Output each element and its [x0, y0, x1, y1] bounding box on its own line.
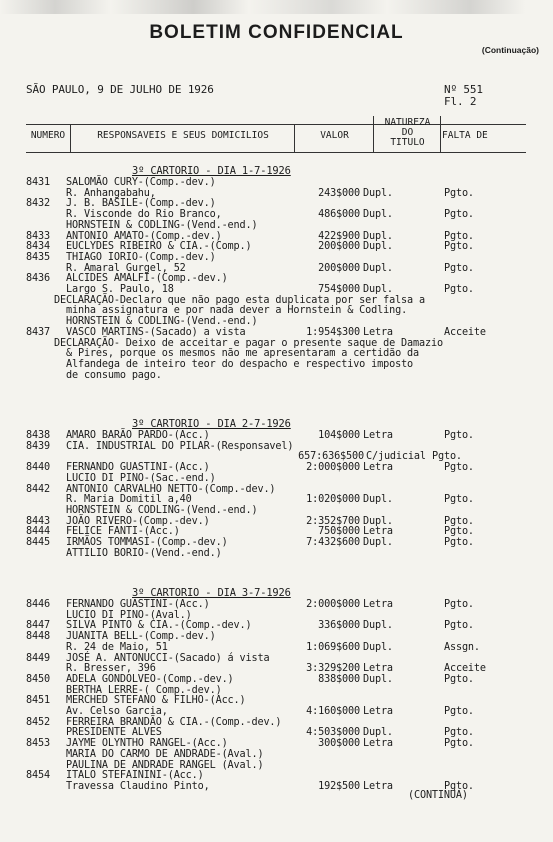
entry-title-type: Dupl. [363, 727, 393, 739]
entry-status: Pgto. [444, 727, 474, 739]
entry-description: PRESIDENTE ALVES [66, 727, 162, 739]
entry-status: Pgto. [444, 780, 474, 792]
entry-description: JUANITA BELL-(Comp.-dev.) [66, 631, 216, 643]
entry-description: R. 24 de Maio, 51 [66, 641, 168, 653]
entry-description: JOÃO RIVERO-(Comp.-dev.) [66, 515, 210, 527]
entry-description: HORNSTEIN & CODLING-(Vend.-end.) [66, 219, 258, 231]
column-header-falta: FALTA DE [442, 130, 488, 141]
entry-status: Pgto. [444, 230, 474, 242]
entry-status: Acceite [444, 326, 486, 338]
entry-value: 2:352$700 [306, 515, 360, 527]
entry-description: ANTONIO CARVALHO NETTO-(Comp.-dev.) [66, 483, 276, 495]
entry-description: ALCIDES AMALFI-(Comp.-dev.) [66, 273, 228, 285]
entry-description: Travessa Claudino Pinto, [66, 780, 210, 792]
entry-value: 300$000 [318, 738, 360, 750]
entry-value: 200$000 [318, 241, 360, 253]
entry-description: EUCLYDES RIBEIRO & CIA.-(Comp.) [66, 241, 252, 253]
entry-status: Pgto. [444, 462, 474, 474]
entry-value: 7:432$600 [306, 537, 360, 548]
entry-status: Pgto. [444, 187, 474, 199]
entry-number: 8446 [26, 599, 50, 610]
entry-number: 8449 [26, 652, 50, 664]
entry-status: Pgto. [444, 494, 474, 506]
column-header-natureza-line: TITULO [390, 137, 425, 148]
section-heading: 3º CARTORIO - DIA 3-7-1926 [132, 587, 291, 599]
entry-description: & Pires, porque os mesmos não me apresentaram a certidão da [66, 348, 420, 360]
entry-value: 336$000 [318, 620, 360, 632]
entry-description: PAULINA DE ANDRADE RANGEL (Aval.) [66, 759, 264, 771]
entry-description: JOSÉ A. ANTONUCCI-(Sacado) á vista [66, 652, 270, 664]
entry-title-type: Letra [363, 462, 393, 474]
entry-value: 754$000 [318, 284, 360, 295]
entry-status: Pgto. [444, 537, 474, 548]
entry-description: IRMÃOS TOMMASI-(Comp.-dev.) [66, 537, 228, 548]
entry-number: 8454 [26, 770, 50, 782]
entry-number: 8445 [26, 537, 50, 548]
entry-number: 8439 [26, 440, 50, 452]
entry-title-type: Letra [363, 738, 393, 750]
entry-status: Assgn. [444, 641, 480, 653]
entry-number: 8450 [26, 673, 50, 685]
entry-status: Pgto. [444, 262, 474, 274]
entry-number: 8438 [26, 430, 50, 441]
entry-title-type: Dupl. [363, 537, 393, 548]
entry-title-type: Dupl. [363, 230, 393, 242]
header-top-rule [26, 124, 526, 125]
header-divider [294, 124, 295, 152]
entry-description: JAYME OLYNTHO RANGEL-(Acc.) [66, 738, 228, 750]
column-header-natureza-line: NATUREZA [384, 117, 431, 128]
entry-description: ADELA GONDOLVEO-(Comp.-dev.) [66, 673, 234, 685]
continued-marker: (CONTINUA) [408, 789, 468, 801]
continuation-label: (Continuação) [481, 45, 539, 55]
entry-number: 8444 [26, 526, 50, 538]
entry-title-type: Dupl. [363, 494, 393, 506]
entry-description: FERREIRA BRANDÃO & CIA.-(Comp.-dev.) [66, 716, 282, 728]
entry-description: R. Visconde do Rio Branco, [66, 209, 222, 221]
entry-value: 3:329$200 [306, 663, 360, 675]
entry-title-type: Dupl. [363, 262, 393, 274]
entry-description: R. Bresser, 396 [66, 663, 156, 675]
entry-value: 750$000 [318, 526, 360, 538]
entry-value: 243$000 [318, 187, 360, 199]
column-header-numero: NUMERO [30, 130, 66, 141]
entry-value: 192$500 [318, 780, 360, 792]
entry-status: Pgto. [444, 284, 474, 295]
entry-description: R. Anhangabahu, [66, 187, 156, 199]
entry-value: 838$000 [318, 673, 360, 685]
place-date: SÃO PAULO, 9 DE JULHO DE 1926 [26, 83, 214, 96]
entry-description: DECLARAÇÃO- Deixo de acceitar e pagar o presente saque de Damazio [54, 337, 443, 349]
entry-value: 1:954$300 [306, 326, 360, 338]
entry-title-type: Dupl. [363, 673, 393, 685]
entry-number: 8437 [26, 326, 50, 338]
entry-description: MERCHED STEFANO & FILHO-(Acc.) [66, 695, 246, 707]
entry-description: LUCIO DI PINO-(Sac.-end.) [66, 472, 216, 484]
entry-description: R. Amaral Gurgel, 52 [66, 262, 186, 274]
entry-number: 8436 [26, 273, 50, 285]
entry-title-type: Letra [363, 599, 393, 610]
entry-description: LUCIO DI PINO-(Aval.) [66, 609, 192, 621]
entry-description: VASCO MARTINS-(Sacado) a vista [66, 326, 246, 338]
entry-description: Alfandega de inteiro teor do despacho e respectivo imposto [66, 358, 414, 370]
entry-value: 4:160$000 [306, 706, 360, 717]
entry-description: DECLARAÇÃO-Declaro que não pago esta duplicata por ser falsa a [54, 294, 425, 306]
entry-number: 8442 [26, 483, 50, 495]
entry-title-type: Letra [363, 526, 393, 538]
column-header-responsaveis: RESPONSAVEIS E SEUS DOMICILIOS [97, 130, 269, 141]
column-header-natureza [375, 118, 440, 148]
entry-value: 1:020$000 [306, 494, 360, 506]
entry-title-type: Letra [363, 430, 393, 441]
entry-status: Pgto. [444, 515, 474, 527]
entry-status: Pgto. [444, 738, 474, 750]
entry-number: 8451 [26, 695, 50, 707]
entry-description: de consumo pago. [66, 369, 162, 381]
column-header-natureza-line: DO [401, 127, 414, 138]
entry-number: 8435 [26, 251, 50, 263]
entry-description: MARIA DO CARMO DE ANDRADE-(Aval.) [66, 748, 264, 760]
entry-title-type: Dupl. [363, 284, 393, 295]
entry-description: J. B. BASILE-(Comp.-dev.) [66, 198, 216, 210]
entry-description: HORNSTEIN & CODLING-(Vend.-end.) [66, 504, 258, 516]
bulletin-number: Nº 551 [444, 83, 483, 96]
entry-description: ITALO STEFAININI-(Acc.) [66, 770, 204, 782]
entry-number: 8434 [26, 241, 50, 253]
entry-title-type: Dupl. [363, 209, 393, 221]
entry-number: 8432 [26, 198, 50, 210]
entry-title-type: Letra [363, 706, 393, 717]
entry-title-type: Dupl. [363, 241, 393, 253]
entry-number: 8440 [26, 462, 50, 474]
sheet-number: Fl. 2 [444, 95, 477, 108]
entry-description: FERNANDO GUASTINI-(Acc.) [66, 599, 210, 610]
entry-title-type: Dupl. [363, 641, 393, 653]
entry-status: Pgto. [444, 241, 474, 253]
entry-description: Largo S. Paulo, 18 [66, 284, 174, 295]
entry-description: FERNANDO GUASTINI-(Acc.) [66, 462, 210, 474]
header-divider [373, 116, 374, 152]
entry-status: Pgto. [444, 209, 474, 221]
entry-value: 657:636$500 [298, 451, 364, 463]
section-heading: 3º CARTORIO - DIA 2-7-1926 [132, 418, 291, 430]
entry-description: CIA. INDUSTRIAL DO PILAR-(Responsavel) [66, 440, 294, 452]
entry-title-type: C/judicial [366, 451, 426, 463]
entry-title-type: Letra [363, 326, 393, 338]
entry-number: 8447 [26, 620, 50, 632]
header-divider [70, 124, 71, 152]
entry-description: R. Maria Domitil a,40 [66, 494, 192, 506]
entry-number: 8443 [26, 515, 50, 527]
entry-value: 2:000$000 [306, 462, 360, 474]
entry-value: 1:069$600 [306, 641, 360, 653]
entry-description: minha assignatura e por nada dever a Hornstein & Codling. [66, 305, 408, 317]
entry-description: THIAGO IORIO-(Comp.-dev.) [66, 251, 216, 263]
top-edge-scan-marks [0, 0, 553, 14]
entry-value: 4:503$000 [306, 727, 360, 739]
entry-status: Pgto. [444, 620, 474, 632]
entry-title-type: Dupl. [363, 515, 393, 527]
entry-status: Pgto. [444, 599, 474, 610]
entry-title-type: Dupl. [363, 187, 393, 199]
entry-status: Pgto. [444, 673, 474, 685]
entry-status: Pgto. [444, 706, 474, 717]
entry-description: FELICE FANTI-(Acc.) [66, 526, 180, 538]
entry-title-type: Letra [363, 663, 393, 675]
entry-value: 2:000$000 [306, 599, 360, 610]
entry-value: 200$000 [318, 262, 360, 274]
entry-title-type: Dupl. [363, 620, 393, 632]
header-divider [440, 116, 441, 152]
entry-number: 8452 [26, 716, 50, 728]
entry-status: Acceite [444, 663, 486, 675]
entry-description: BERTHA LERRE-( Comp.-dev.) [66, 684, 222, 696]
entry-number: 8453 [26, 738, 50, 750]
page-title: BOLETIM CONFIDENCIAL [149, 22, 404, 43]
entry-number: 8433 [26, 230, 50, 242]
entry-status: Pgto. [444, 430, 474, 441]
entry-number: 8431 [26, 177, 50, 188]
entry-status: Pgto. [444, 526, 474, 538]
section-heading: 3º CARTORIO - DIA 1-7-1926 [132, 165, 291, 177]
entry-description: Av. Celso Garcia, [66, 706, 168, 717]
entry-title-type: Letra [363, 780, 393, 792]
entry-status: Pgto. [432, 451, 462, 463]
entry-description: ATTILIO BORIO-(Vend.-end.) [66, 547, 222, 559]
entry-number: 8448 [26, 631, 50, 643]
entry-description: SALOMÃO CURY-(Comp.-dev.) [66, 177, 216, 188]
entry-description: SILVA PINTO & CIA.-(Comp.-dev.) [66, 620, 252, 632]
entry-description: ANTONIO AMATO-(Comp.-dev.) [66, 230, 222, 242]
entry-value: 104$000 [318, 430, 360, 441]
entry-description: AMARO BARÃO PARDO-(Acc.) [66, 430, 210, 441]
column-header-valor: VALOR [320, 130, 349, 141]
entry-value: 422$900 [318, 230, 360, 242]
header-bottom-rule [26, 152, 526, 153]
entry-value: 486$000 [318, 209, 360, 221]
entry-description: HORNSTEIN & CODLING-(Vend.-end.) [66, 316, 258, 328]
